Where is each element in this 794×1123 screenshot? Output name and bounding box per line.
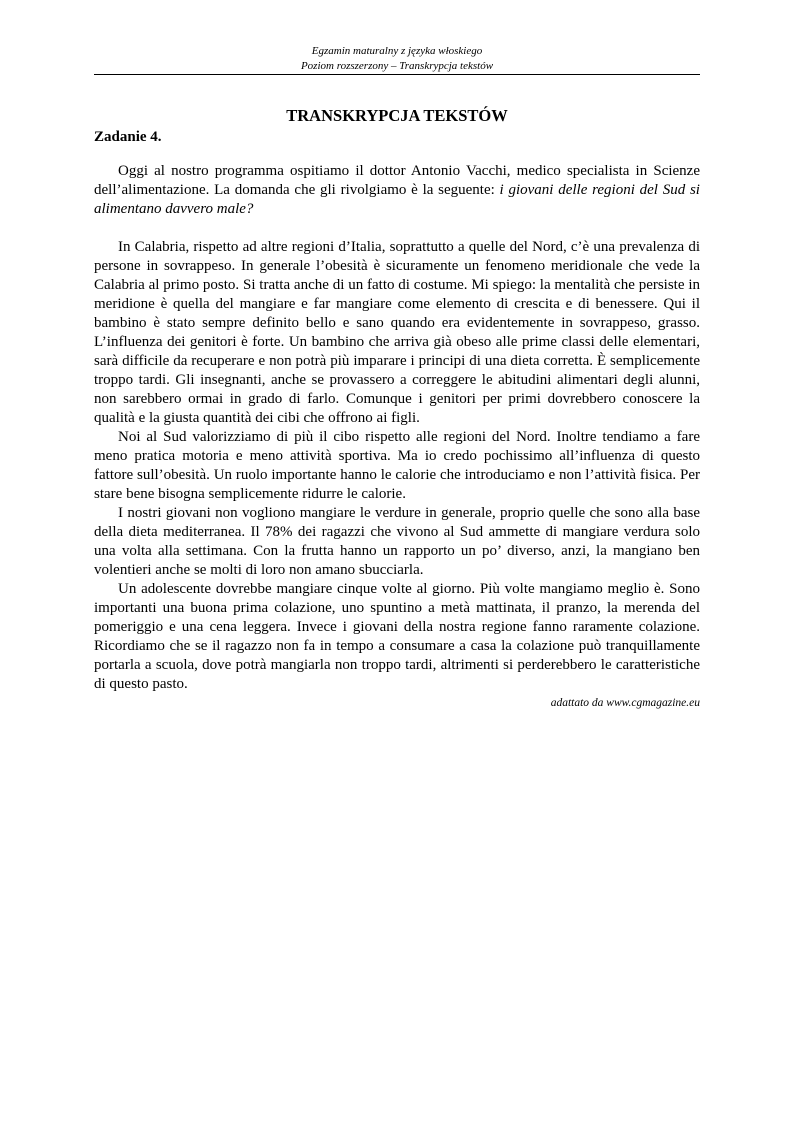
- page-header: [94, 44, 700, 74]
- body-paragraph-3: I nostri giovani non vogliono mangiare le verdure in generale, proprio quelle che sono alla base della dieta mediterranea. Il 78% dei ragazzi che vivono al Sud ammette di mangiare verdura solo una volta alla settimana. Con la frutta hanno un rapporto un po’ diverso, anzi, la mangiano ben volentieri anche se molti di loro non amano sbucciarla.: [94, 505, 700, 578]
- header-line-2: Poziom rozszerzony – Transkrypcja tekstów: [300, 60, 494, 72]
- source-attribution: adattato da www.cgmagazine.eu: [550, 697, 700, 709]
- intro-question: i giovani delle regioni del Sud si alimentano davvero male?: [94, 182, 700, 217]
- header-line-1: Egzamin maturalny z języka włoskiego: [311, 45, 483, 57]
- page-title: TRANSKRYPCJA TEKSTÓW: [286, 106, 508, 125]
- header-divider: [94, 74, 700, 75]
- body-paragraph-1: In Calabria, rispetto ad altre regioni d’Italia, soprattutto a quelle del Nord, c’è una prevalenza di persone in sovrappeso. In generale l’obesità è sicuramente un fenomeno meridionale che vede la Calabria al primo posto. Si tratta anche di un fatto di costume. Mi spiego: la mentalità che persiste in meridione è quella del mangiare e far mangiare come elemento di crescita e di benessere. Qui il bambino è stato sempre definito bello e sano quando era evidentemente in sovrappeso, grasso. L’influenza dei genitori è forte. Un bambino che arriva già obeso alle prime classi delle elementari, sarà difficile da recuperare e non potrà più imparare i principi di una dieta corretta. È semplicemente troppo tardi. Gli insegnanti, anche se provassero a correggere le abitudini alimentari degli alunni, non sarebbero ormai in grado di farlo. Comunque i genitori per primi dovrebbero conoscere la qualità e la giusta quantità dei cibi che offrono ai figli.: [94, 239, 700, 426]
- intro-paragraph: [94, 162, 700, 219]
- paragraph-spacer: [94, 219, 700, 238]
- document-page: [94, 44, 700, 711]
- intro-text: Oggi al nostro programma ospitiamo il dottor Antonio Vacchi, medico specialista in Scienze dell’alimentazione. La domanda che gli rivolgiamo è la seguente:: [94, 163, 700, 198]
- task-label: Zadanie 4.: [94, 129, 162, 145]
- body-paragraph-2: Noi al Sud valorizziamo di più il cibo rispetto alle regioni del Nord. Inoltre tendiamo a fare meno pratica motoria e meno attività sportiva. Ma io credo pochissimo all’influenza di questo fattore sull’obesità. Un ruolo importante hanno le calorie che introduciamo e non l’attività fisica. Per stare bene bisogna semplicemente ridurre le calorie.: [94, 429, 700, 502]
- body-paragraph-4: Un adolescente dovrebbe mangiare cinque volte al giorno. Più volte mangiamo meglio è. Sono importanti una buona prima colazione, uno spuntino a metà mattinata, il pranzo, la merenda del pomeriggio e una cena leggera. Invece i giovani della nostra regione fanno raramente colazione. Ricordiamo che se il ragazzo non fa in tempo a consumare a casa la colazione può tranquillamente portarla a scuola, dove potrà mangiarla non troppo tardi, altrimenti si perderebbero le caratteristiche di questo pasto.: [94, 581, 700, 692]
